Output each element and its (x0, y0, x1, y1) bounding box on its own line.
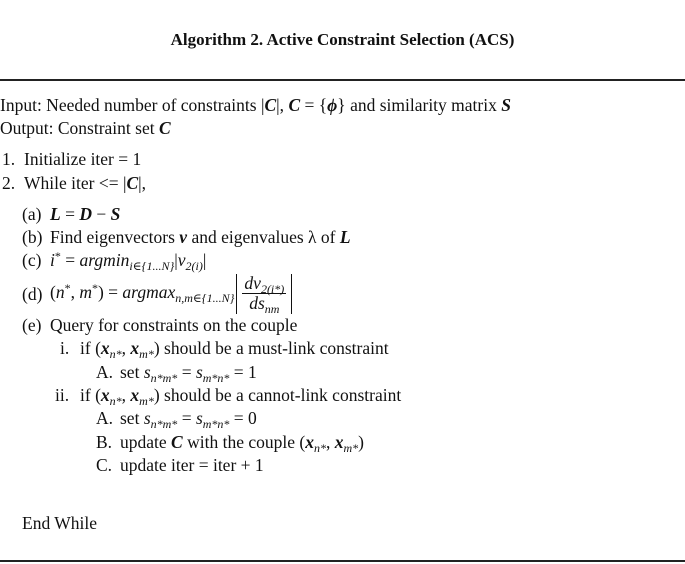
math-fragment: D (79, 204, 92, 224)
math-fragment: s (143, 408, 151, 428)
algorithm-line (0, 250, 685, 272)
step-label: C. (96, 455, 113, 475)
line-text (120, 455, 264, 475)
line-text (50, 274, 294, 314)
text-fragment: update iter = iter + 1 (120, 455, 264, 475)
text-fragment: ( (50, 281, 56, 302)
algorithm-line (0, 408, 685, 432)
step-label: A. (96, 408, 114, 428)
math-fragment: m* (139, 347, 154, 361)
math-fragment: C (264, 95, 277, 115)
line-text (120, 362, 257, 385)
math-fragment: ds (249, 293, 265, 313)
step-label: i. (60, 338, 70, 358)
step-label: 1. (2, 149, 16, 169)
math-fragment: argmin (79, 250, 130, 270)
text-fragment: , (325, 432, 335, 452)
math-fragment: m* (139, 394, 154, 408)
top-rule (0, 79, 685, 81)
step-label: B. (96, 432, 113, 452)
text-fragment: | (174, 250, 178, 270)
algorithm-line (0, 149, 685, 173)
math-fragment: s (143, 362, 151, 382)
line-text (120, 432, 364, 455)
text-fragment: Query for constraints on the couple (50, 315, 298, 335)
line-text (24, 149, 141, 169)
math-fragment: ϕ (327, 95, 338, 115)
abs-bar (236, 274, 237, 314)
text-fragment: , (121, 338, 131, 358)
line-text (22, 513, 97, 533)
line-text (80, 338, 389, 361)
text-fragment: with the couple ( (182, 432, 306, 452)
math-fragment: 2(i*) (260, 282, 285, 296)
algorithm-line (0, 204, 685, 227)
text-fragment: End While (22, 513, 98, 533)
math-fragment: n* (109, 347, 122, 361)
text-fragment: = (60, 204, 80, 224)
line-text (120, 408, 257, 431)
step-label: 2. (2, 173, 16, 193)
algorithm-line (0, 362, 685, 385)
text-fragment: | (202, 250, 207, 270)
text-fragment: if ( (80, 385, 101, 405)
algorithm-line (0, 95, 685, 118)
math-fragment: s (195, 362, 203, 382)
math-fragment: n* (313, 441, 326, 455)
math-fragment: n,m∈{1...N} (175, 290, 235, 305)
text-fragment: ) should be a must-link constraint (153, 338, 389, 358)
fraction-numerator (242, 274, 286, 294)
text-fragment: set (120, 362, 144, 382)
algorithm-line (0, 432, 685, 455)
math-fragment: n* (109, 394, 122, 408)
text-fragment: ) should be a cannot-link constraint (153, 385, 402, 405)
bottom-rule (0, 560, 685, 562)
step-label: A. (96, 362, 114, 382)
text-fragment: = (177, 408, 196, 428)
math-fragment: C (158, 118, 171, 138)
fraction-denominator (247, 293, 281, 316)
math-fragment: C (171, 432, 183, 452)
math-fragment: n*m* (150, 417, 178, 431)
text-fragment: if ( (80, 338, 101, 358)
math-fragment: x (334, 432, 344, 452)
text-fragment: ) = (97, 281, 123, 302)
math-fragment: * (54, 249, 61, 263)
math-fragment: x (100, 338, 110, 358)
math-fragment: n*m* (150, 371, 178, 385)
algorithm-line (0, 173, 685, 204)
math-fragment: S (110, 204, 121, 224)
text-fragment: , (70, 281, 80, 302)
math-fragment: m*n* (202, 371, 230, 385)
math-fragment: v (177, 250, 186, 270)
math-fragment: S (501, 95, 511, 115)
text-fragment: = 1 (229, 362, 257, 382)
math-fragment: i∈{1...N} (129, 259, 175, 273)
math-fragment: v (179, 227, 188, 247)
math-fragment: * (91, 280, 98, 295)
algorithm-line (0, 455, 685, 513)
line-text (0, 95, 511, 115)
math-fragment: x (130, 338, 140, 358)
math-fragment: dv (244, 273, 261, 293)
algorithm-line (0, 118, 685, 149)
math-fragment: n (55, 281, 65, 302)
algorithm-line (0, 272, 685, 315)
math-fragment: s (195, 408, 203, 428)
text-fragment: , (121, 385, 131, 405)
line-text (50, 204, 120, 224)
math-fragment: i (50, 250, 55, 270)
math-fragment: x (130, 385, 140, 405)
text-fragment: } and similarity matrix (337, 95, 502, 115)
math-fragment: m (79, 281, 92, 302)
algorithm-line (0, 513, 685, 537)
derivative-fraction (234, 274, 294, 314)
text-fragment: While iter <= | (24, 173, 127, 193)
line-text (50, 249, 207, 273)
text-fragment: Find eigenvectors (50, 227, 180, 247)
text-fragment: Initialize iter = 1 (24, 149, 142, 169)
text-fragment: |, (276, 95, 289, 115)
step-label: (e) (22, 315, 42, 335)
algorithm-line (0, 227, 685, 250)
algorithm-title: Algorithm 2. Active Constraint Selection (ACS) (170, 30, 515, 49)
step-label: (c) (22, 250, 42, 270)
math-fragment: C (288, 95, 301, 115)
line-text (50, 227, 351, 247)
line-text (80, 385, 402, 408)
step-label: (d) (22, 283, 43, 304)
text-fragment: set (120, 408, 144, 428)
step-label: (b) (22, 227, 43, 247)
line-text (50, 315, 297, 335)
math-fragment: * (64, 280, 71, 295)
line-text (0, 118, 171, 138)
line-text (24, 173, 146, 193)
math-fragment: argmax (122, 281, 176, 302)
text-fragment: Input: Needed number of constraints | (0, 95, 265, 115)
math-fragment: L (50, 204, 61, 224)
step-label: (a) (22, 204, 42, 224)
algorithm-body (0, 95, 685, 537)
text-fragment: ) (358, 432, 364, 452)
math-fragment: m* (343, 441, 359, 455)
step-label: ii. (55, 385, 70, 405)
text-fragment: = 0 (229, 408, 257, 428)
math-fragment: x (305, 432, 314, 452)
math-fragment: m*n* (202, 417, 230, 431)
text-fragment: Output: Constraint set (0, 118, 159, 138)
algorithm-line (0, 315, 685, 338)
math-fragment: C (126, 173, 139, 193)
text-fragment: = (177, 362, 196, 382)
text-fragment: − (91, 204, 111, 224)
math-fragment: nm (264, 302, 280, 316)
text-fragment: update (120, 432, 172, 452)
text-fragment: and eigenvalues λ of (187, 227, 340, 247)
math-fragment: 2(i) (185, 259, 203, 273)
abs-bar (291, 274, 292, 314)
algorithm-line (0, 338, 685, 362)
text-fragment: |, (138, 173, 147, 193)
algorithm-line (0, 385, 685, 408)
text-fragment: = (60, 250, 80, 270)
math-fragment: x (100, 385, 110, 405)
text-fragment: = { (300, 95, 328, 115)
math-fragment: L (339, 227, 351, 247)
